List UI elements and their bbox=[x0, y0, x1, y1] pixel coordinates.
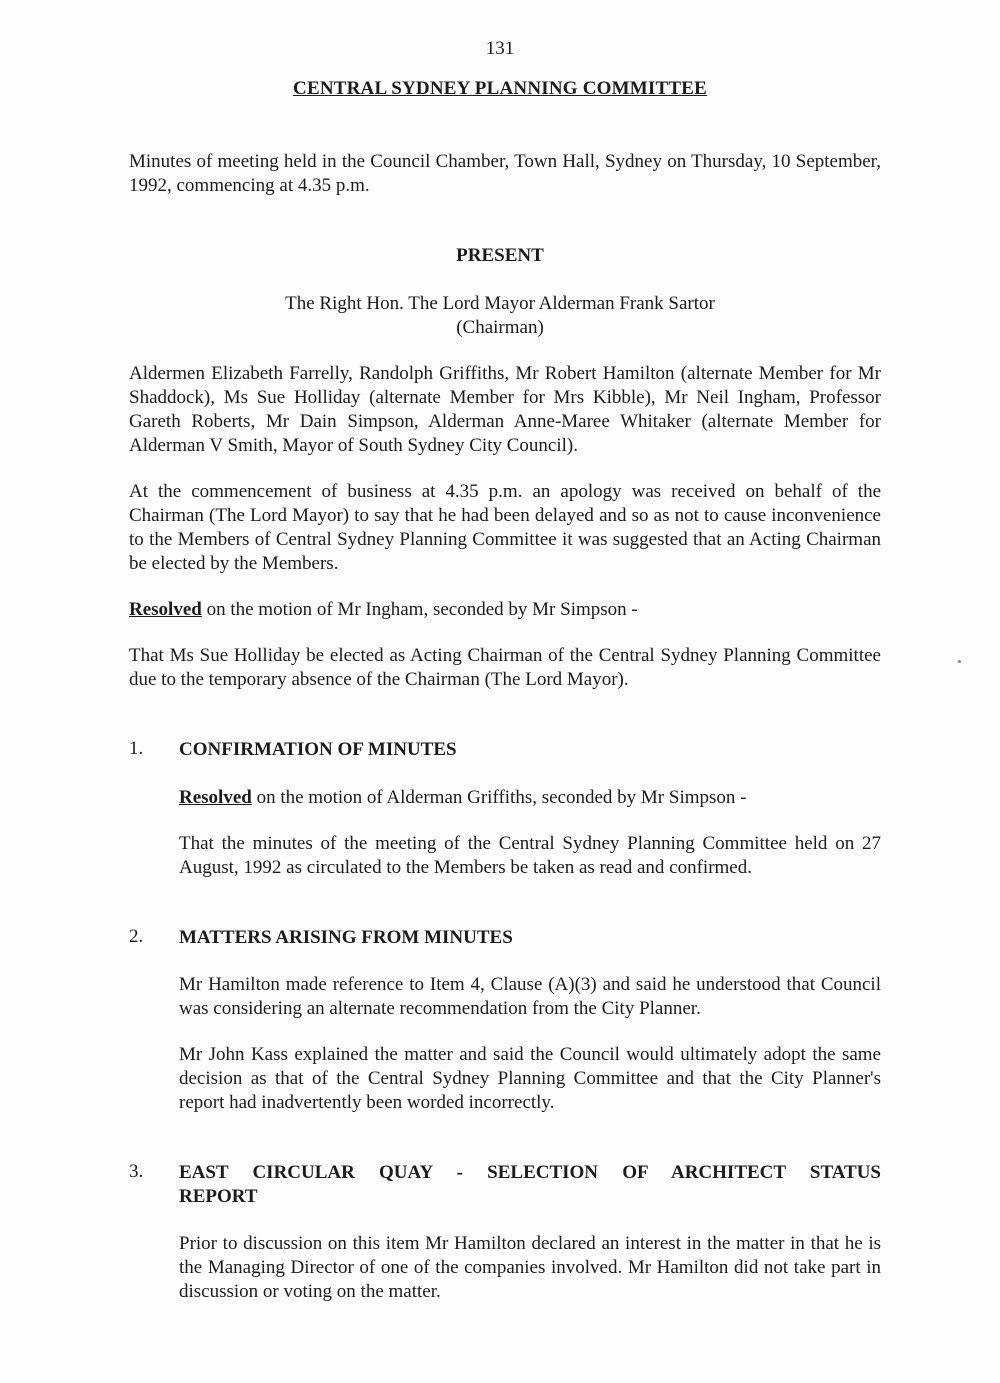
acting-chair-paragraph: That Ms Sue Holliday be elected as Acting Chairman of the Central Sydney Planning Committee due to the temporary absence of the Chairman (The Lord Mayor). bbox=[129, 645, 881, 690]
item-3-paragraph-1: Prior to discussion on this item Mr Hamilton declared an interest in the matter in that he is the Managing Director of one of the companies involved. Mr Hamilton did not take part in discussion or voting on the matter. bbox=[179, 1233, 881, 1302]
item-1-number: 1. bbox=[129, 738, 144, 759]
apology-paragraph: At the commencement of business at 4.35 p.m. an apology was received on behalf of the Chairman (The Lord Mayor) to say that he had been delayed and so as not to cause inconvenience to the Members of Central Sydney Planning Committee it was suggested that an Acting Chairman be elected by the Members. bbox=[129, 481, 881, 574]
item-1-heading: CONFIRMATION OF MINUTES bbox=[179, 739, 457, 760]
item-2-heading: MATTERS ARISING FROM MINUTES bbox=[179, 927, 513, 948]
item-1-text: That the minutes of the meeting of the Central Sydney Planning Committee held on 27 August, 1992 as circulated to the Members be taken as read and confirmed. bbox=[179, 833, 881, 878]
item-3-number: 3. bbox=[129, 1161, 144, 1182]
item-2-paragraph-1: Mr Hamilton made reference to Item 4, Clause (A)(3) and said he understood that Council was considering an alternate recommendation from the City Planner. bbox=[179, 974, 881, 1019]
resolved-label: Resolved bbox=[179, 787, 252, 808]
document-title: CENTRAL SYDNEY PLANNING COMMITTEE bbox=[293, 78, 707, 99]
present-heading: PRESENT bbox=[456, 245, 544, 266]
item-1-motion: on the motion of Alderman Griffiths, seconded by Mr Simpson - bbox=[251, 787, 747, 808]
chairman-name: The Right Hon. The Lord Mayor Alderman Frank Sartor bbox=[285, 293, 715, 314]
item-2-paragraph-2: Mr John Kass explained the matter and said the Council would ultimately adopt the same decision as that of the Central Sydney Planning Committee and that the City Planner's report had inadvertently been worded incorrectly. bbox=[179, 1044, 881, 1113]
page-number: 131 bbox=[485, 38, 515, 59]
item-3-heading-line-2: REPORT bbox=[179, 1186, 258, 1207]
chairman-role: (Chairman) bbox=[456, 317, 544, 338]
scan-speck bbox=[958, 660, 961, 663]
item-2-number: 2. bbox=[129, 926, 144, 947]
attendees-paragraph: Aldermen Elizabeth Farrelly, Randolph Griffiths, Mr Robert Hamilton (alternate Member for Mr Shaddock), Ms Sue Holliday (alternate Member for Mrs Kibble), Mr Neil Ingham, Professor Gareth Roberts, Mr Dain Simpson, Alderman Anne-Maree Whitaker (alternate Member for Alderman V Smith, Mayor of South Sydney City Council). bbox=[129, 363, 881, 456]
item-3-heading-line-1: EAST CIRCULAR QUAY - SELECTION OF ARCHITECT STATUS bbox=[179, 1162, 881, 1183]
resolved-label: Resolved bbox=[129, 599, 202, 620]
item-1-resolution bbox=[179, 786, 881, 810]
resolution-motion: on the motion of Mr Ingham, seconded by Mr Simpson - bbox=[201, 599, 638, 620]
resolution-acting-chair bbox=[129, 598, 881, 622]
meeting-intro: Minutes of meeting held in the Council Chamber, Town Hall, Sydney on Thursday, 10 September, 1992, commencing at 4.35 p.m. bbox=[129, 151, 881, 196]
